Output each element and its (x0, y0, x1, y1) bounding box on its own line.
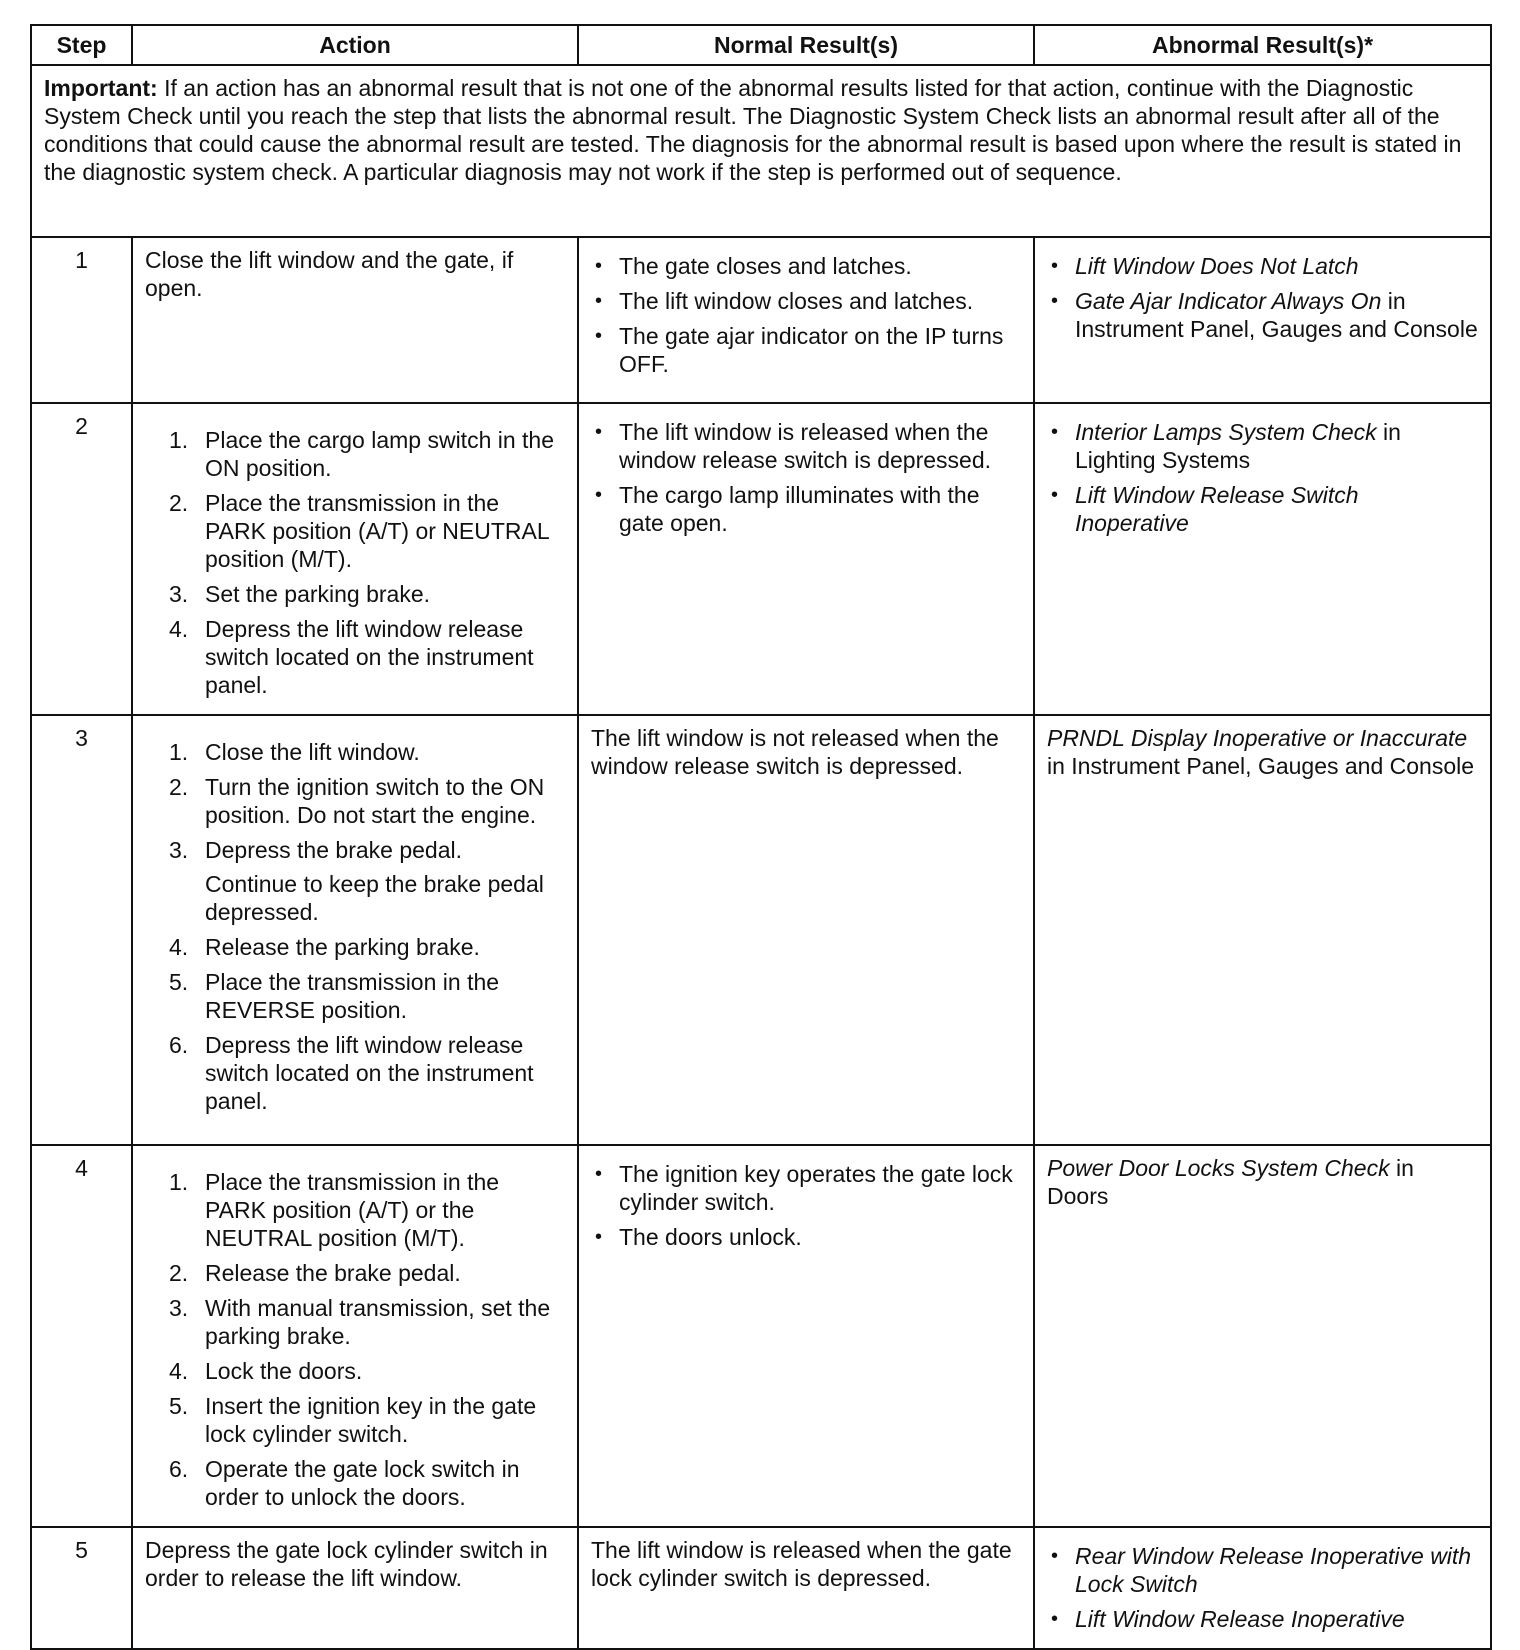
list-item: 6. Depress the lift window release switch located on the instrument panel. (169, 1032, 534, 1114)
list-item: 4. Lock the doors. (169, 1358, 363, 1384)
list-item: 4. Depress the lift window release switch located on the instrument panel. (169, 616, 534, 698)
list-item: • The cargo lamp illuminates with the gate open. (619, 481, 1021, 537)
action-cell (132, 1527, 578, 1649)
abnormal-results-cell: Power Door Locks System Check in Doors (1034, 1145, 1491, 1527)
important-row (31, 65, 1491, 237)
step-number: 4 (31, 1145, 132, 1527)
action-cell (132, 715, 578, 1145)
step-number: 2 (31, 403, 132, 715)
abnormal-results-cell (1034, 237, 1491, 403)
list-item: • The lift window closes and latches. (619, 287, 1021, 315)
list-item (1075, 481, 1478, 537)
action-text: Depress the gate lock cylinder switch in order to release the lift window. (145, 1537, 548, 1591)
list-item: 1. Place the cargo lamp switch in the ON position. (169, 427, 555, 481)
diagnostic-reference: PRNDL Display Inoperative or Inaccurate (1047, 725, 1468, 751)
normal-results-cell (578, 1527, 1034, 1649)
header-action: Action (132, 25, 578, 65)
normal-results-cell (578, 715, 1034, 1145)
normal-result-text: The lift window is not released when the window release switch is depressed. (591, 725, 999, 779)
header-step: Step (31, 25, 132, 65)
abnormal-results-cell (1034, 403, 1491, 715)
table-row (31, 715, 1491, 1145)
list-item: 5. Place the transmission in the REVERSE position. (169, 969, 500, 1023)
action-cell (132, 403, 578, 715)
diagnostic-reference: Rear Window Release Inoperative with Lock Switch (1075, 1543, 1472, 1597)
step-number: 5 (31, 1527, 132, 1649)
diagnostic-table (30, 24, 1492, 1650)
list-item (1075, 1542, 1478, 1598)
header-row (31, 25, 1491, 65)
header-normal-results: Normal Result(s) (578, 25, 1034, 65)
action-note: Continue to keep the brake pedal depressed. (205, 871, 544, 925)
table-row (31, 237, 1491, 403)
diagnostic-reference: Interior Lamps System Check (1075, 419, 1377, 445)
step-number: 3 (31, 715, 132, 1145)
abnormal-results-cell (1034, 1527, 1491, 1649)
list-item: 3. Depress the brake pedal. Continue to keep the brake pedal depressed. (205, 836, 565, 926)
diagnostic-reference: Lift Window Release Inoperative (1075, 1606, 1405, 1632)
important-label: Important: (44, 75, 158, 101)
action-cell (132, 1145, 578, 1527)
header-abnormal-results: Abnormal Result(s)* (1034, 25, 1491, 65)
list-item: 1. Close the lift window. (169, 739, 420, 765)
diagnostic-reference: Gate Ajar Indicator Always On (1075, 288, 1382, 314)
diagnostic-reference: Lift Window Release Switch Inoperative (1075, 482, 1359, 536)
table-row (31, 1527, 1491, 1649)
abnormal-results-cell: PRNDL Display Inoperative or Inaccurate in Instrument Panel, Gauges and Console (1034, 715, 1491, 1145)
list-item: 6. Operate the gate lock switch in order to unlock the doors. (169, 1456, 520, 1510)
list-item: 2. Turn the ignition switch to the ON position. Do not start the engine. (169, 774, 545, 828)
table-row (31, 403, 1491, 715)
list-item (1075, 252, 1478, 280)
table-row (31, 1145, 1491, 1527)
normal-results-cell (578, 1145, 1034, 1527)
list-item: • The gate ajar indicator on the IP turns OFF. (619, 322, 1021, 378)
list-item: 4. Release the parking brake. (169, 934, 480, 960)
list-item: 3. With manual transmission, set the parking brake. (169, 1295, 551, 1349)
list-item: • The lift window is released when the window release switch is depressed. (619, 418, 1021, 474)
list-item: 1. Place the transmission in the PARK position (A/T) or the NEUTRAL position (M/T). (169, 1169, 500, 1251)
list-item: • The gate closes and latches. (619, 252, 1021, 280)
normal-results-cell (578, 403, 1034, 715)
list-item: • The doors unlock. (619, 1223, 1021, 1251)
list-item: • Gate Ajar Indicator Always On in Instrument Panel, Gauges and Console (1075, 287, 1478, 343)
action-cell (132, 237, 578, 403)
list-item: • The ignition key operates the gate lock cylinder switch. (619, 1160, 1021, 1216)
normal-result-text: The lift window is released when the gate lock cylinder switch is depressed. (591, 1537, 1012, 1591)
normal-results-cell (578, 237, 1034, 403)
list-item: 5. Insert the ignition key in the gate lock cylinder switch. (169, 1393, 537, 1447)
diagnostic-reference: Lift Window Does Not Latch (1075, 253, 1359, 279)
list-item: • Interior Lamps System Check in Lighting Systems (1075, 418, 1478, 474)
list-item (1075, 1605, 1478, 1633)
list-item: 2. Place the transmission in the PARK position (A/T) or NEUTRAL position (M/T). (169, 490, 549, 572)
step-number: 1 (31, 237, 132, 403)
list-item: 2. Release the brake pedal. (169, 1260, 461, 1286)
important-text: If an action has an abnormal result that is not one of the abnormal results listed for that action, continue with the Diagnostic System Check until you reach the step that lists the abnormal result. The Diagnostic System Check lists an abnormal result after all of the conditions that could cause the abnormal result are tested. The diagnosis for the abnormal result is based upon where the result is stated in the diagnostic system check. A particular diagnosis may not work if the step is performed out of sequence. (44, 75, 1462, 185)
important-note (31, 65, 1491, 237)
action-text: Close the lift window and the gate, if open. (145, 247, 514, 301)
list-item: 3. Set the parking brake. (169, 581, 431, 607)
diagnostic-reference: Power Door Locks System Check (1047, 1155, 1390, 1181)
